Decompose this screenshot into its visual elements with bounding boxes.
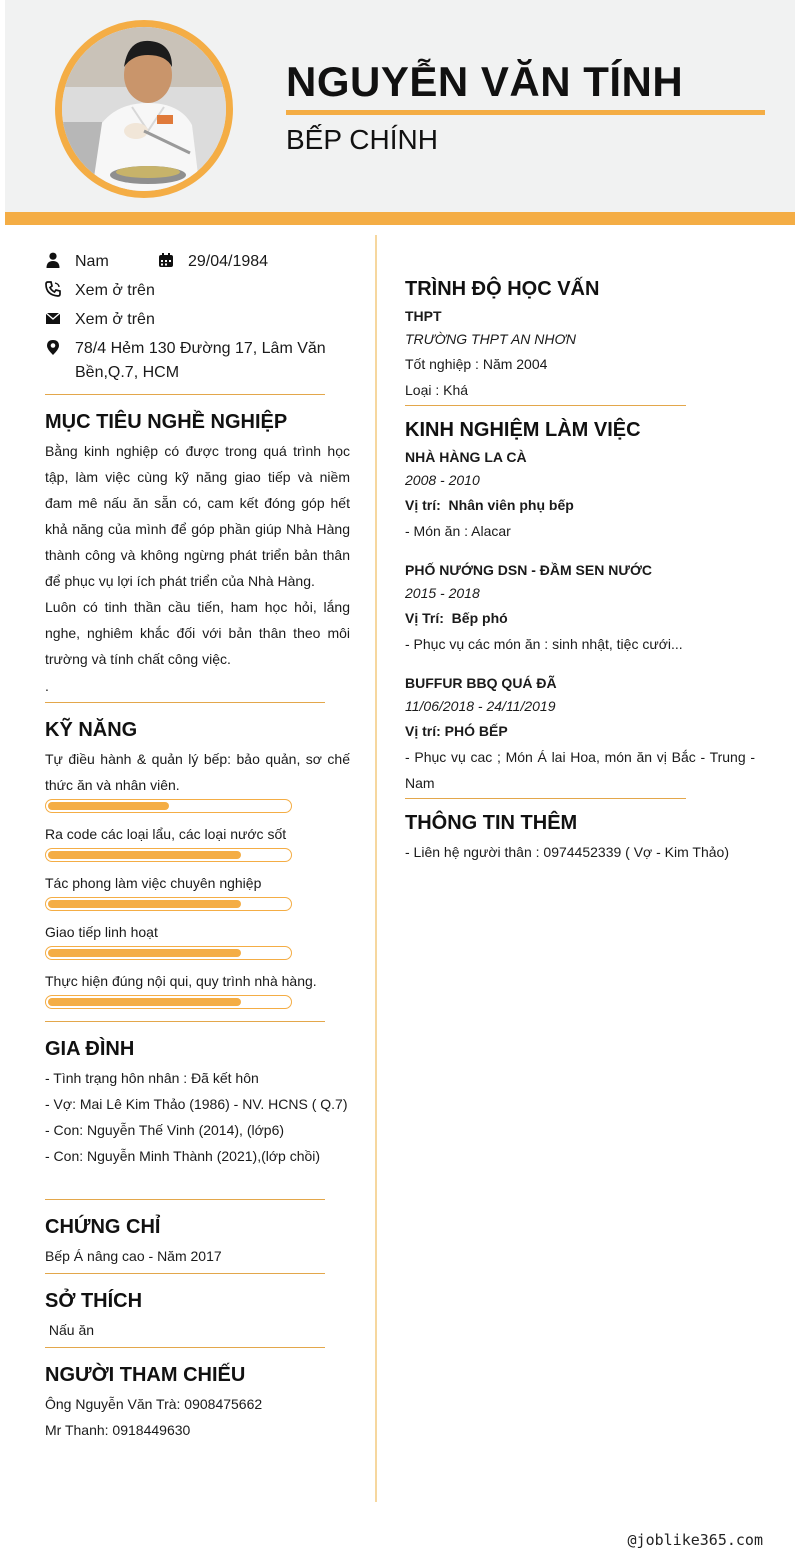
gender-value: Nam xyxy=(75,253,109,270)
name-underline xyxy=(286,110,765,115)
job-title: BẾP CHÍNH xyxy=(286,124,438,155)
job-role xyxy=(405,610,508,626)
divider xyxy=(45,1273,325,1274)
email-value: Xem ở trên xyxy=(75,311,155,328)
job-role-label: Vị trí: xyxy=(405,723,441,739)
skills-heading: KỸ NĂNG xyxy=(45,719,138,741)
divider xyxy=(405,798,686,799)
dob-row xyxy=(158,250,268,274)
job-description: - Phục vụ các món ăn : sinh nhật, tiệc cưới... xyxy=(405,636,683,652)
avatar xyxy=(55,20,233,198)
address-value: 78/4 Hẻm 130 Đường 17, Lâm Văn Bền,Q.7, HCM xyxy=(75,340,326,381)
divider xyxy=(45,1199,325,1200)
divider xyxy=(45,1021,325,1022)
experience-heading: KINH NGHIỆM LÀM VIỆC xyxy=(405,419,641,441)
job-description: - Phục vụ cac ; Món Á lai Hoa, món ăn vị Bắc - Trung - Nam xyxy=(405,749,755,791)
header-accent-bar xyxy=(5,212,795,225)
divider xyxy=(405,405,686,406)
objective-heading: MỤC TIÊU NGHỀ NGHIỆP xyxy=(45,411,288,433)
column-divider xyxy=(375,235,377,1502)
hobby-line: Nấu ăn xyxy=(45,1322,95,1338)
family-heading: GIA ĐÌNH xyxy=(45,1038,135,1060)
job-role-label: Vị Trí: xyxy=(405,610,444,626)
hobbies-heading: SỞ THÍCH xyxy=(45,1290,143,1312)
email-row xyxy=(45,308,155,332)
certificates-heading: CHỨNG CHỈ xyxy=(45,1216,161,1238)
candidate-name: NGUYỄN VĂN TÍNH xyxy=(286,58,684,105)
divider xyxy=(45,1347,325,1348)
job-period: 2015 - 2018 xyxy=(405,585,480,601)
address-row xyxy=(45,337,345,385)
divider xyxy=(45,394,325,395)
skill-bar-fill xyxy=(48,998,241,1006)
skill-label: Tác phong làm việc chuyên nghiệp xyxy=(45,875,262,891)
job-role-label: Vị trí: xyxy=(405,497,441,513)
job-period: 2008 - 2010 xyxy=(405,472,480,488)
watermark: @joblike365.com xyxy=(627,1531,763,1549)
skill-label: Thực hiện đúng nội qui, quy trình nhà hàng. xyxy=(45,973,317,989)
job-role-value: PHÓ BẾP xyxy=(440,723,508,739)
job-description: - Món ăn : Alacar xyxy=(405,523,511,539)
extra-info-heading: THÔNG TIN THÊM xyxy=(405,812,578,834)
family-line: - Vợ: Mai Lê Kim Thảo (1986) - NV. HCNS ( Q.7) xyxy=(45,1096,348,1112)
extra-info-line: - Liên hệ người thân : 0974452339 ( Vợ - Kim Thảo) xyxy=(405,844,729,860)
divider xyxy=(45,702,325,703)
skill-bar xyxy=(45,799,292,813)
certificate-line: Bếp Á nâng cao - Năm 2017 xyxy=(45,1248,222,1264)
job-company: NHÀ HÀNG LA CÀ xyxy=(405,449,527,465)
dob-value: 29/04/1984 xyxy=(188,253,269,270)
skill-label: Tự điều hành & quản lý bếp: bảo quản, sơ chế thức ăn và nhân viên. xyxy=(45,751,350,793)
job-company: BUFFUR BBQ QUÁ ĐÃ xyxy=(405,675,557,691)
phone-row xyxy=(45,279,155,303)
job-role xyxy=(405,497,574,513)
education-grade: Loại : Khá xyxy=(405,382,469,398)
skill-label: Ra code các loại lẩu, các loại nước sốt xyxy=(45,826,287,842)
calendar-icon xyxy=(158,252,174,268)
reference-line: Mr Thanh: 0918449630 xyxy=(45,1422,191,1438)
education-school: TRƯỜNG THPT AN NHƠN xyxy=(405,331,576,347)
skill-bar-fill xyxy=(48,900,241,908)
education-heading: TRÌNH ĐỘ HỌC VẤN xyxy=(405,278,600,300)
skill-bar xyxy=(45,848,292,862)
location-pin-icon xyxy=(45,339,61,355)
job-company: PHỐ NƯỚNG DSN - ĐẦM SEN NƯỚC xyxy=(405,562,653,578)
job-role xyxy=(405,723,508,739)
education-level: THPT xyxy=(405,308,442,324)
reference-line: Ông Nguyễn Văn Trà: 0908475662 xyxy=(45,1396,263,1412)
objective-paragraph-2: Luôn có tinh thần cầu tiến, ham học hỏi, lắng nghe, nghiêm khắc đối với bản thân theo môi trường và tính chất công việc. xyxy=(45,599,350,667)
skill-bar-fill xyxy=(48,802,169,810)
family-line: - Con: Nguyễn Minh Thành (2021),(lớp chồi) xyxy=(45,1148,321,1164)
skill-bar-fill xyxy=(48,949,241,957)
skill-label: Giao tiếp linh hoạt xyxy=(45,924,158,940)
envelope-icon xyxy=(45,310,61,326)
job-period: 11/06/2018 - 24/11/2019 xyxy=(405,698,556,714)
skill-bar xyxy=(45,946,292,960)
family-line: - Con: Nguyễn Thế Vinh (2014), (lớp6) xyxy=(45,1122,285,1138)
job-role-value: Bếp phó xyxy=(443,610,508,626)
job-role-value: Nhân viên phụ bếp xyxy=(440,497,574,513)
references-heading: NGƯỜI THAM CHIẾU xyxy=(45,1364,246,1386)
phone-value: Xem ở trên xyxy=(75,282,155,299)
skill-bar xyxy=(45,897,292,911)
education-graduation: Tốt nghiệp : Năm 2004 xyxy=(405,356,548,372)
gender-row xyxy=(45,250,109,274)
person-icon xyxy=(45,252,61,268)
objective-paragraph: Bằng kinh nghiệp có được trong quá trình học tập, làm việc cùng kỹ năng giao tiếp và niềm đam mê nấu ăn sẵn có, cam kết đóng góp hết khả năng của mình để góp phần giúp Nhà Hàng thành công và không ngừng phát triển bản thân để phục vụ lợi ích phát triển của Nhà Hàng. xyxy=(45,443,350,589)
chef-photo xyxy=(62,27,226,191)
objective-dot: . xyxy=(45,678,49,694)
family-line: - Tình trạng hôn nhân : Đã kết hôn xyxy=(45,1070,259,1086)
phone-icon xyxy=(45,281,61,297)
skill-bar-fill xyxy=(48,851,241,859)
skill-bar xyxy=(45,995,292,1009)
